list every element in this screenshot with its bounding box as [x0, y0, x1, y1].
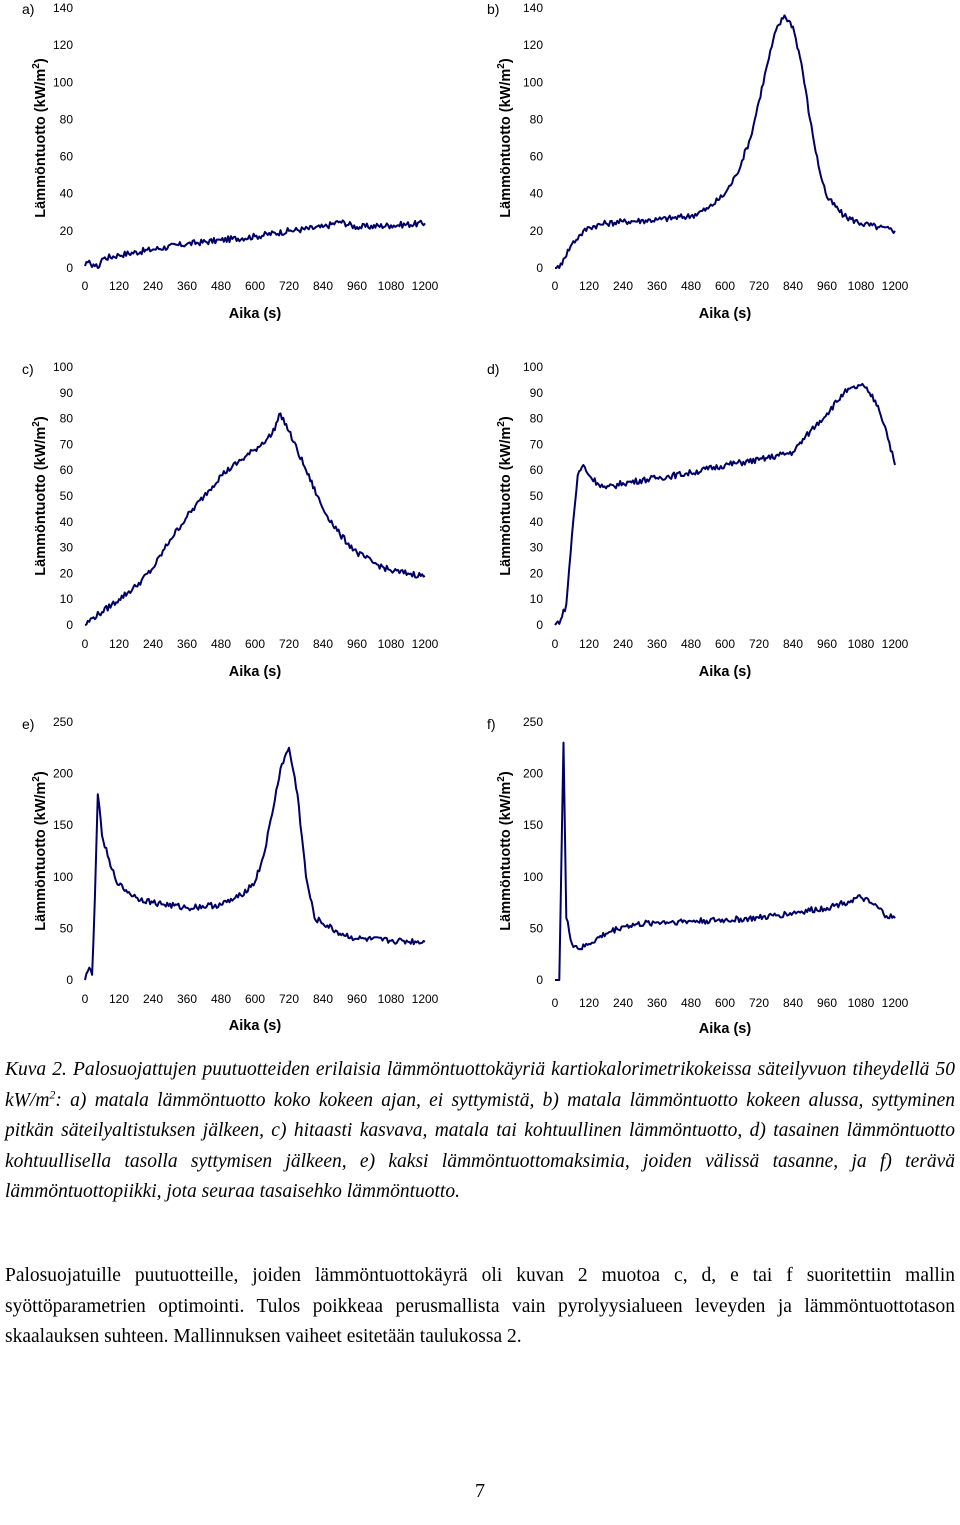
y-axis-title-main: Lämmöntuotto (kW/m [498, 426, 514, 576]
y-tick-label: 20 [529, 566, 543, 581]
figure-caption [5, 1055, 955, 1208]
x-tick-label: 840 [312, 637, 334, 651]
chart-panel-e [22, 715, 439, 1034]
y-axis-title-main: Lämmöntuotto (kW/m [498, 781, 514, 931]
y-tick-label: 0 [66, 261, 73, 275]
y-tick-label: 60 [59, 149, 73, 164]
y-axis-title-close: ) [498, 58, 514, 64]
panel-label-e: e) [22, 716, 35, 732]
caption-superscript: 2 [49, 1087, 56, 1101]
y-axis-title-superscript: 2 [496, 776, 507, 782]
y-tick-label: 90 [59, 385, 73, 400]
y-tick-label: 200 [522, 766, 543, 781]
y-tick-label: 60 [529, 463, 543, 478]
panel-label-f: f) [487, 716, 496, 732]
chart-panel-a [22, 1, 439, 322]
x-tick-label: 360 [646, 637, 668, 651]
y-tick-label: 100 [52, 75, 73, 90]
x-tick-label: 1200 [411, 637, 439, 651]
x-tick-label: 840 [782, 279, 804, 293]
x-tick-label: 600 [244, 992, 266, 1006]
x-tick-label: 720 [748, 996, 770, 1010]
x-tick-label: 0 [551, 279, 559, 293]
y-axis-title [31, 771, 49, 931]
x-tick-label: 600 [714, 279, 736, 293]
x-tick-label: 720 [278, 637, 300, 651]
x-tick-label: 360 [646, 279, 668, 293]
y-tick-label: 50 [529, 489, 543, 503]
y-axis-title-main: Lämmöntuotto (kW/m [498, 68, 514, 218]
y-tick-label: 250 [52, 715, 73, 729]
x-tick-label: 120 [578, 279, 600, 293]
x-tick-label: 360 [646, 996, 668, 1010]
y-tick-label: 10 [59, 592, 73, 607]
caption-lead: Kuva 2. Palosuojattujen puutuotteiden erilaisia lämmöntuottokäyriä kartiokalorimetrikokeissa säteilyvuon tiheydellä 50 kW/m [5, 1059, 955, 1111]
y-axis-title-close: ) [498, 771, 514, 777]
x-axis-title: Aika (s) [228, 1018, 282, 1034]
y-axis-title-superscript: 2 [31, 421, 42, 427]
y-tick-label: 120 [52, 38, 73, 53]
x-tick-label: 840 [782, 637, 804, 651]
x-tick-label: 960 [816, 637, 838, 651]
y-tick-label: 50 [529, 921, 543, 936]
x-tick-label: 960 [816, 279, 838, 293]
x-tick-label: 840 [312, 279, 334, 293]
y-tick-label: 0 [536, 618, 543, 632]
y-axis-title-main: Lämmöntuotto (kW/m [33, 68, 49, 218]
x-tick-label: 120 [108, 992, 130, 1006]
y-tick-label: 30 [59, 540, 73, 555]
x-tick-label: 240 [142, 279, 164, 293]
x-tick-label: 840 [312, 992, 334, 1006]
y-tick-label: 40 [59, 186, 73, 201]
y-tick-label: 0 [66, 618, 73, 632]
x-tick-label: 1200 [881, 279, 909, 293]
y-axis-title-superscript: 2 [496, 421, 507, 427]
y-axis-title [496, 771, 514, 931]
x-tick-label: 600 [244, 279, 266, 293]
x-tick-label: 240 [612, 996, 634, 1010]
x-axis-title: Aika (s) [698, 306, 752, 322]
caption-rest: : a) matala lämmöntuotto koko kokeen ajan, ei syttymistä, b) matala lämmöntuotto kokeen alussa, syttyminen pitkän säteilyaltistuksen jälkeen, c) hitaasti kasvava, matala tai kohtuullinen lämmöntuotto, d) tasainen lämmöntuotto kohtuullisella tasolla syttymisen jälkeen, e) kaksi lämmöntuottomaksimia, joiden välissä tasanne, ja f) terävä lämmöntuottopiikki, jota seuraa tasaisehko lämmöntuotto. [5, 1089, 955, 1202]
x-tick-label: 1080 [847, 637, 875, 651]
y-tick-label: 140 [52, 1, 73, 15]
x-axis-title: Aika (s) [698, 1021, 752, 1037]
y-tick-label: 250 [522, 715, 543, 729]
panel-label-b: b) [487, 1, 500, 17]
series-line [85, 220, 425, 268]
x-tick-label: 0 [81, 992, 89, 1006]
y-tick-label: 10 [529, 592, 543, 607]
x-tick-label: 120 [578, 637, 600, 651]
y-axis-title [31, 416, 49, 576]
y-axis-title-close: ) [33, 58, 49, 64]
x-tick-label: 480 [210, 992, 232, 1006]
y-tick-label: 100 [52, 869, 73, 884]
y-tick-label: 20 [59, 223, 73, 238]
x-tick-label: 240 [612, 637, 634, 651]
y-tick-label: 20 [59, 566, 73, 581]
y-tick-label: 40 [529, 514, 543, 529]
chart-panel-f [487, 715, 909, 1037]
y-tick-label: 80 [59, 112, 73, 127]
x-tick-label: 600 [714, 637, 736, 651]
panel-label-c: c) [22, 361, 34, 377]
y-tick-label: 100 [522, 869, 543, 884]
x-tick-label: 360 [176, 279, 198, 293]
x-tick-label: 0 [551, 996, 559, 1010]
y-tick-label: 40 [59, 514, 73, 529]
panel-label-d: d) [487, 361, 500, 377]
y-tick-label: 70 [59, 437, 73, 452]
y-tick-label: 90 [529, 385, 543, 400]
x-tick-label: 360 [176, 637, 198, 651]
x-tick-label: 1200 [881, 996, 909, 1010]
x-tick-label: 240 [142, 637, 164, 651]
y-axis-title-superscript: 2 [31, 63, 42, 69]
y-tick-label: 30 [529, 540, 543, 555]
y-axis-title-superscript: 2 [31, 776, 42, 782]
y-tick-label: 100 [522, 75, 543, 90]
y-axis-title-main: Lämmöntuotto (kW/m [33, 426, 49, 576]
x-tick-label: 480 [210, 279, 232, 293]
chart-panel-b [487, 1, 909, 322]
y-axis-title [496, 58, 514, 218]
y-tick-label: 120 [522, 38, 543, 53]
x-tick-label: 720 [278, 279, 300, 293]
y-tick-label: 50 [59, 489, 73, 503]
x-tick-label: 960 [346, 992, 368, 1006]
x-tick-label: 0 [81, 279, 89, 293]
series-line [85, 413, 425, 625]
x-tick-label: 960 [346, 279, 368, 293]
y-tick-label: 50 [59, 921, 73, 936]
x-tick-label: 960 [346, 637, 368, 651]
x-tick-label: 600 [714, 996, 736, 1010]
series-line [85, 748, 425, 980]
x-tick-label: 1080 [377, 992, 405, 1006]
y-tick-label: 60 [529, 149, 543, 164]
x-tick-label: 480 [680, 996, 702, 1010]
y-tick-label: 40 [529, 186, 543, 201]
y-tick-label: 150 [52, 818, 73, 833]
chart-panel-c [22, 360, 439, 680]
x-tick-label: 1080 [847, 279, 875, 293]
x-tick-label: 1080 [377, 637, 405, 651]
panel-label-a: a) [22, 1, 35, 17]
x-tick-label: 480 [210, 637, 232, 651]
x-tick-label: 840 [782, 996, 804, 1010]
x-tick-label: 120 [578, 996, 600, 1010]
x-tick-label: 1200 [411, 992, 439, 1006]
y-axis-title-main: Lämmöntuotto (kW/m [33, 781, 49, 931]
series-line [555, 743, 895, 980]
y-tick-label: 0 [536, 973, 543, 987]
y-tick-label: 80 [59, 411, 73, 426]
x-tick-label: 0 [81, 637, 89, 651]
y-tick-label: 150 [522, 818, 543, 833]
y-tick-label: 0 [536, 261, 543, 275]
x-tick-label: 1080 [377, 279, 405, 293]
y-axis-title-superscript: 2 [496, 63, 507, 69]
x-tick-label: 480 [680, 637, 702, 651]
chart-panel-d [487, 360, 909, 680]
x-tick-label: 360 [176, 992, 198, 1006]
y-tick-label: 200 [52, 766, 73, 781]
x-tick-label: 600 [244, 637, 266, 651]
x-tick-label: 1200 [881, 637, 909, 651]
y-tick-label: 20 [529, 223, 543, 238]
x-tick-label: 1080 [847, 996, 875, 1010]
x-tick-label: 120 [108, 637, 130, 651]
x-axis-title: Aika (s) [698, 664, 752, 680]
y-tick-label: 80 [529, 411, 543, 426]
series-line [555, 15, 895, 268]
y-tick-label: 80 [529, 112, 543, 127]
y-tick-label: 0 [66, 973, 73, 987]
x-tick-label: 720 [278, 992, 300, 1006]
x-axis-title: Aika (s) [228, 306, 282, 322]
x-tick-label: 240 [142, 992, 164, 1006]
y-tick-label: 100 [52, 360, 73, 374]
x-tick-label: 0 [551, 637, 559, 651]
x-tick-label: 120 [108, 279, 130, 293]
x-tick-label: 1200 [411, 279, 439, 293]
y-tick-label: 60 [59, 463, 73, 478]
x-tick-label: 720 [748, 637, 770, 651]
x-tick-label: 480 [680, 279, 702, 293]
body-paragraph: Palosuojatuille puutuotteille, joiden lämmöntuottokäyrä oli kuvan 2 muotoa c, d, e tai f suoritettiin mallin syöttöparametrien optimointi. Tulos poikkeaa perusmallista vain pyrolyysialueen leveyden ja lämmöntuottotason skaalauksen suhteen. Mallinnuksen vaiheet esitetään taulukossa 2. [5, 1265, 955, 1347]
x-tick-label: 240 [612, 279, 634, 293]
y-axis-title [496, 416, 514, 576]
y-tick-label: 70 [529, 437, 543, 452]
y-axis-title-close: ) [498, 416, 514, 422]
series-line [555, 384, 895, 625]
y-axis-title-close: ) [33, 771, 49, 777]
x-tick-label: 960 [816, 996, 838, 1010]
x-axis-title: Aika (s) [228, 664, 282, 680]
page-number: 7 [475, 1480, 485, 1502]
x-tick-label: 720 [748, 279, 770, 293]
y-tick-label: 140 [522, 1, 543, 15]
y-axis-title-close: ) [33, 416, 49, 422]
y-tick-label: 100 [522, 360, 543, 374]
y-axis-title [31, 58, 49, 218]
